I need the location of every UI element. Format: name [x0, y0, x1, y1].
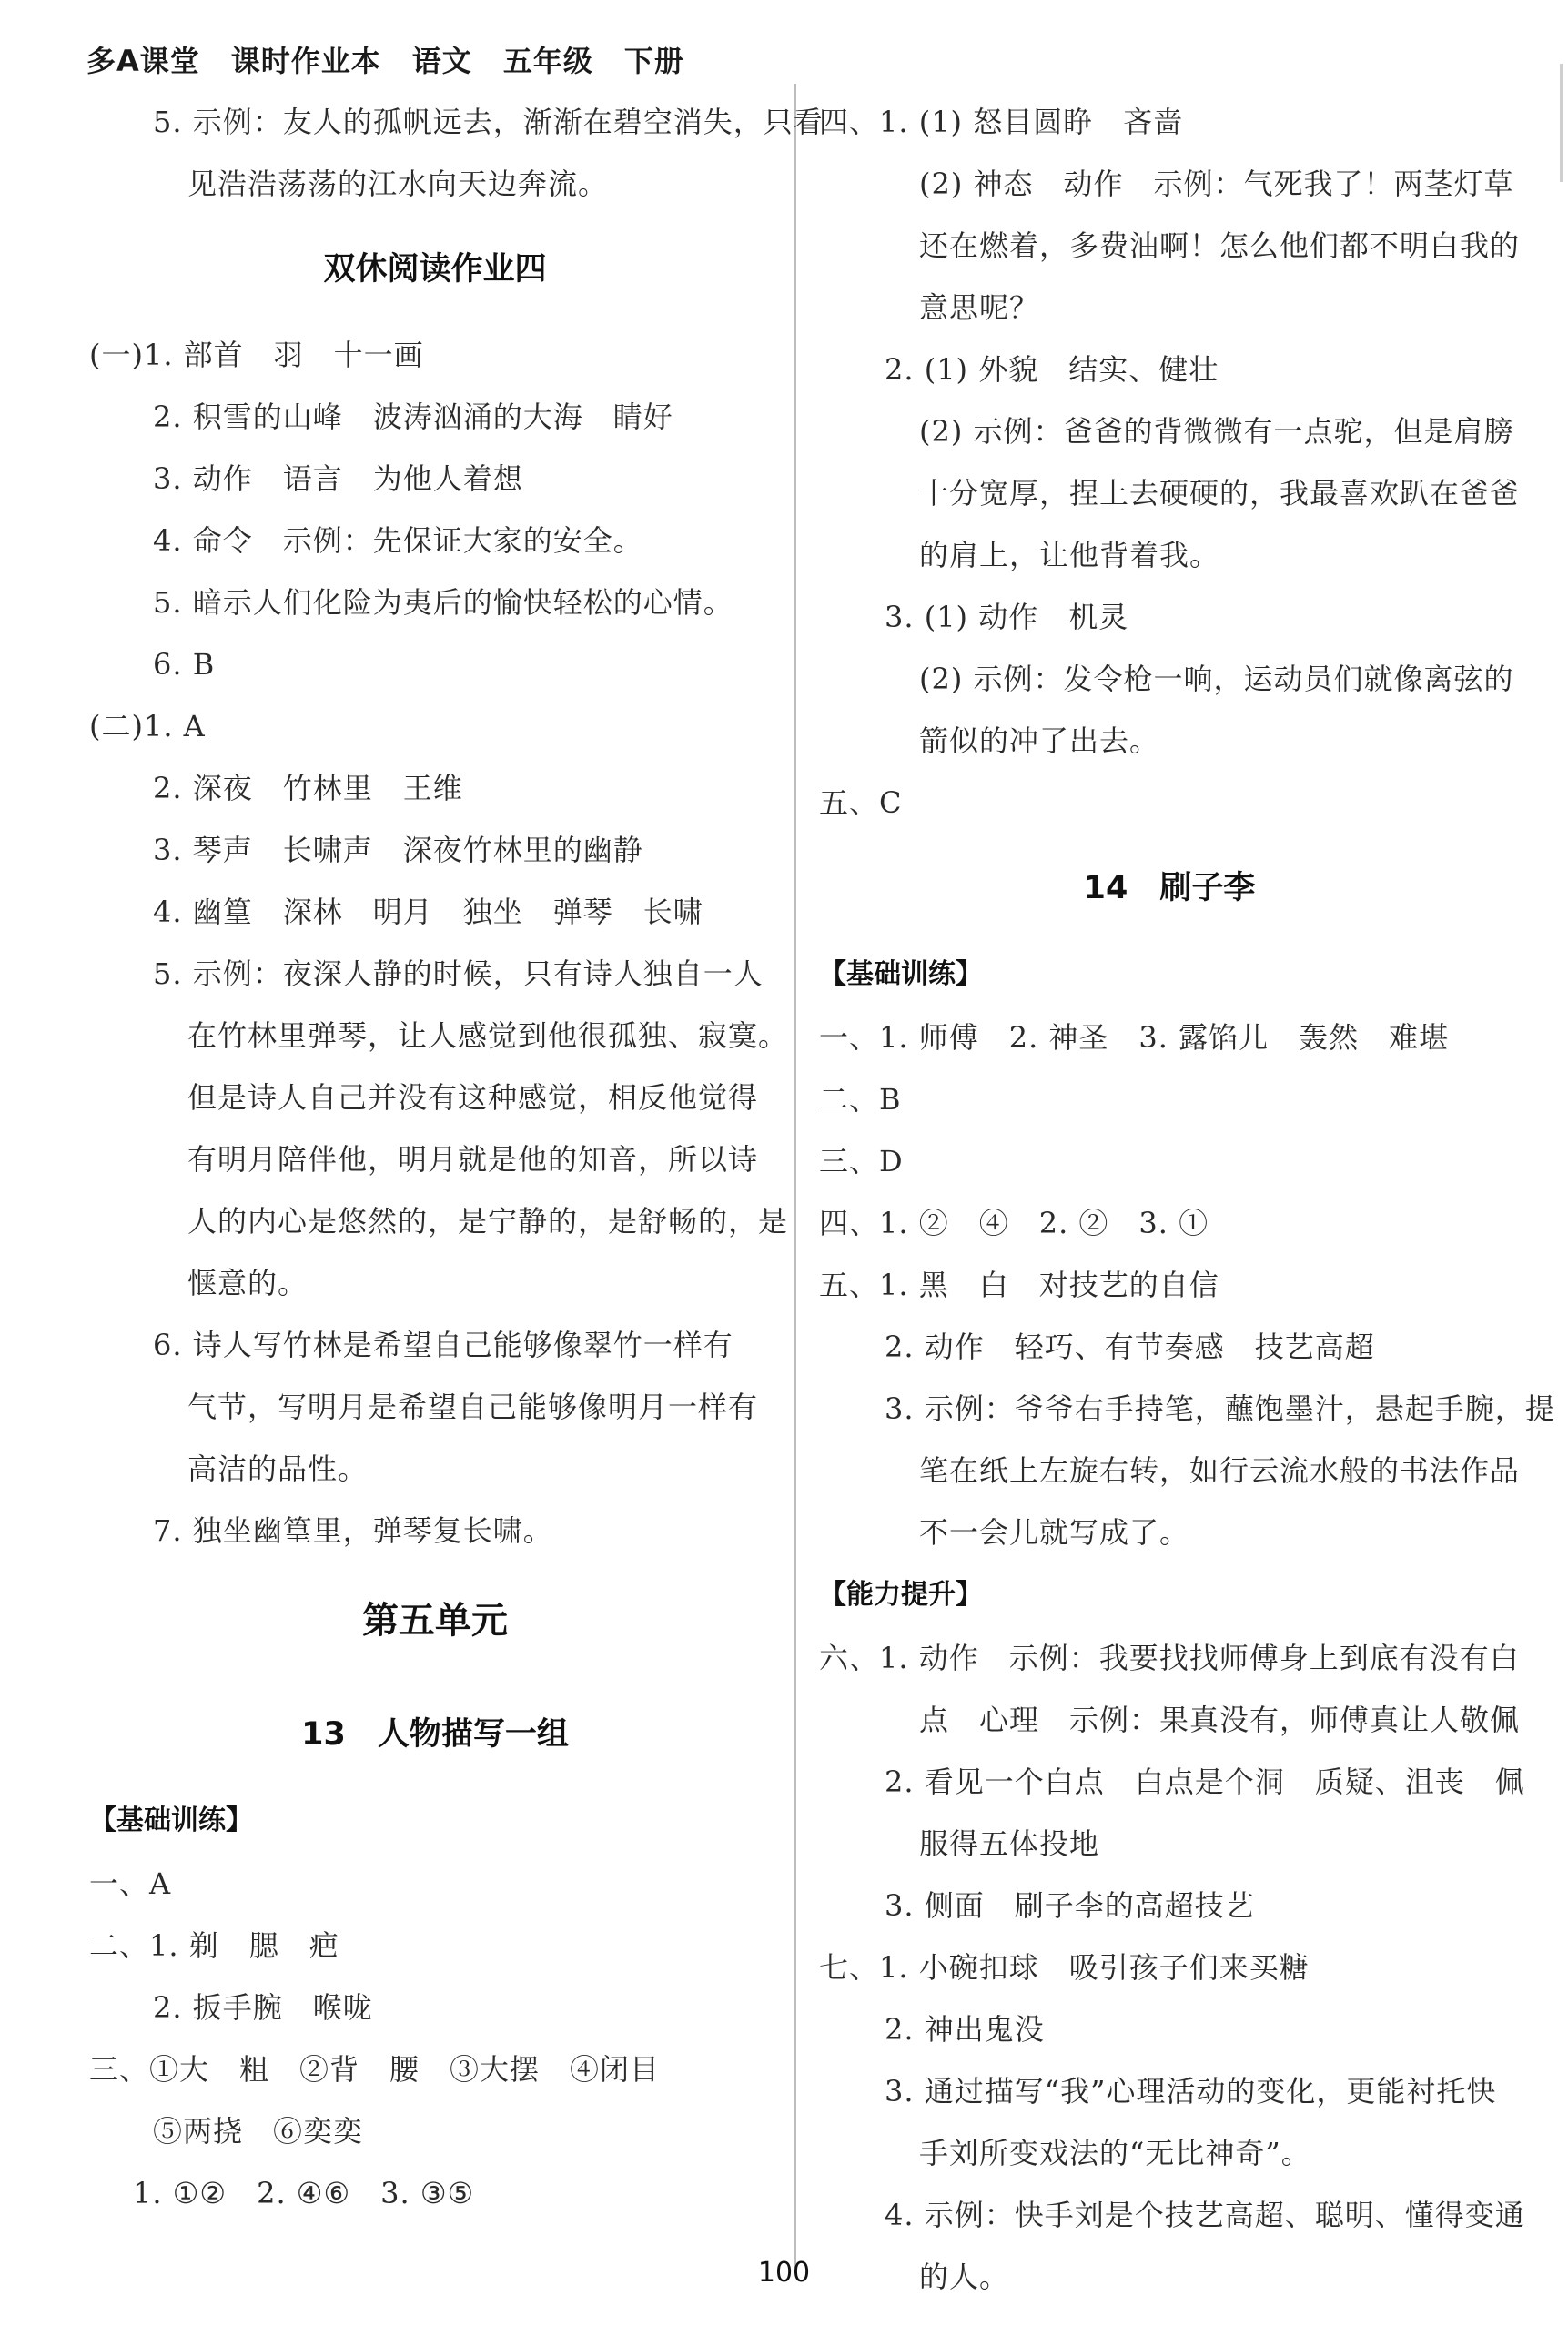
answer-line: 3. 侧面 刷子李的高超技艺 [885, 1888, 1255, 1923]
answer-line: 3. 动作 语言 为他人着想 [153, 461, 523, 496]
answer-line: 十分宽厚，捏上去硬硬的，我最喜欢趴在爸爸 [919, 476, 1521, 511]
lesson-title: 14 刷子李 [1083, 870, 1256, 906]
answer-line: 3. 通过描写“我”心理活动的变化，更能衬托快 [885, 2074, 1497, 2109]
answer-line: 2. 积雪的山峰 波涛汹涌的大海 睛好 [153, 399, 673, 434]
answer-line: 三、D [819, 1144, 904, 1178]
page-number: 100 [757, 2257, 811, 2289]
answer-line: 3. (1) 动作 机灵 [885, 600, 1129, 634]
answer-line: 四、1. (1) 怒目圆睁 吝啬 [819, 105, 1184, 139]
answer-line: 还在燃着，多费油啊！怎么他们都不明白我的 [919, 228, 1521, 263]
answer-line: 5. 示例：夜深人静的时候，只有诗人独自一人 [153, 956, 764, 991]
answer-line: (2) 示例：爸爸的背微微有一点驼，但是肩膀 [919, 414, 1514, 449]
answer-line: (2) 示例：发令枪一响，运动员们就像离弦的 [919, 662, 1514, 696]
header-brand: 多A课堂 [86, 44, 200, 78]
answer-line: 高洁的品性。 [187, 1451, 369, 1486]
answer-line: 的肩上，让他背着我。 [919, 538, 1220, 572]
answer-line: 惬意的。 [187, 1266, 309, 1300]
answer-line: 5. 示例：友人的孤帆远去，渐渐在碧空消失，只看 [153, 105, 824, 139]
answer-line: (一)1. 部首 羽 十一画 [89, 338, 424, 372]
answer-line: 1. ①② 2. ④⑥ 3. ③⑤ [133, 2176, 475, 2210]
answer-line: (二)1. A [89, 709, 206, 743]
answer-line: 2. 扳手腕 喉咙 [153, 1990, 373, 2025]
header-subject: 语文 [411, 44, 472, 78]
answer-line: 5. 暗示人们化险为夷后的愉快轻松的心情。 [153, 585, 733, 620]
answer-line: 四、1. ② ④ 2. ② 3. ① [819, 1206, 1209, 1240]
right-column [819, 91, 1555, 2308]
answer-line: 2. 深夜 竹林里 王维 [153, 771, 463, 805]
answer-line: 气节，写明月是希望自己能够像明月一样有 [187, 1390, 759, 1424]
header-book: 课时作业本 [230, 44, 381, 78]
answer-line: 二、B [819, 1082, 902, 1117]
page-edge-mark [1560, 64, 1563, 182]
answer-line: 4. 示例：快手刘是个技艺高超、聪明、懂得变通 [885, 2198, 1525, 2232]
left-column [89, 91, 824, 2224]
answer-line: 但是诗人自己并没有这种感觉，相反他觉得 [187, 1080, 759, 1115]
answer-line: 3. 示例：爷爷右手持笔，蘸饱墨汁，悬起手腕，提 [885, 1391, 1555, 1426]
answer-line: 2. 动作 轻巧、有节奏感 技艺高超 [885, 1330, 1375, 1364]
answer-line: 不一会儿就写成了。 [919, 1515, 1190, 1550]
answer-line: ⑤两挠 ⑥奕奕 [153, 2114, 364, 2149]
answer-line: 箭似的冲了出去。 [919, 723, 1160, 758]
lesson-title: 13 人物描写一组 [301, 1716, 569, 1753]
section-label: 【能力提升】 [819, 1579, 983, 1611]
answer-line: 五、1. 黑 白 对技艺的自信 [819, 1268, 1219, 1302]
answer-line: 六、1. 动作 示例：我要找找师傅身上到底有没有白 [819, 1641, 1520, 1675]
answer-line: 一、1. 师傅 2. 神圣 3. 露馅儿 轰然 难堪 [819, 1020, 1450, 1055]
column-divider [794, 84, 796, 2268]
book-header [86, 38, 715, 80]
section-label: 【基础训练】 [819, 958, 983, 990]
answer-line: 二、1. 剃 腮 疤 [89, 1928, 339, 1963]
answer-line: 4. 命令 示例：先保证大家的安全。 [153, 523, 643, 558]
answer-line: 2. (1) 外貌 结实、健壮 [885, 352, 1219, 387]
answer-line: 见浩浩荡荡的江水向天边奔流。 [187, 167, 609, 201]
answer-line: 意思呢？ [919, 290, 1040, 325]
answer-line: 手刘所变戏法的“无比神奇”。 [919, 2136, 1311, 2170]
answer-line: 有明月陪伴他，明月就是他的知音，所以诗 [187, 1142, 759, 1177]
answer-line: 笔在纸上左旋右转，如行云流水般的书法作品 [919, 1453, 1521, 1488]
section-label: 【基础训练】 [89, 1805, 253, 1836]
answer-line: 的人。 [919, 2260, 1010, 2294]
answer-line: 2. 神出鬼没 [885, 2012, 1045, 2047]
section-title: 双休阅读作业四 [323, 251, 547, 288]
unit-title: 第五单元 [362, 1600, 508, 1642]
answer-line: 三、①大 粗 ②背 腰 ③大摆 ④闭目 [89, 2052, 661, 2087]
answer-line: 2. 看见一个白点 白点是个洞 质疑、沮丧 佩 [885, 1765, 1525, 1799]
answer-line: 五、C [819, 785, 903, 820]
answer-line: 6. 诗人写竹林是希望自己能够像翠竹一样有 [153, 1328, 733, 1362]
answer-line: (2) 神态 动作 示例：气死我了！两茎灯草 [919, 167, 1514, 201]
answer-line: 人的内心是悠然的，是宁静的，是舒畅的，是 [187, 1204, 789, 1239]
header-volume: 下册 [623, 44, 684, 78]
answer-line: 在竹林里弹琴，让人感觉到他很孤独、寂寞。 [187, 1018, 789, 1053]
answer-line: 3. 琴声 长啸声 深夜竹林里的幽静 [153, 833, 643, 867]
answer-line: 4. 幽篁 深林 明月 独坐 弹琴 长啸 [153, 895, 703, 929]
answer-line: 七、1. 小碗扣球 吸引孩子们来买糖 [819, 1950, 1310, 1985]
answer-line: 7. 独坐幽篁里，弹琴复长啸。 [153, 1513, 553, 1548]
answer-line: 一、A [89, 1866, 172, 1901]
answer-line: 点 心理 示例：果真没有，师傅真让人敬佩 [919, 1703, 1521, 1737]
answer-line: 服得五体投地 [919, 1826, 1100, 1861]
answer-line: 6. B [153, 647, 216, 682]
header-grade: 五年级 [502, 44, 593, 78]
